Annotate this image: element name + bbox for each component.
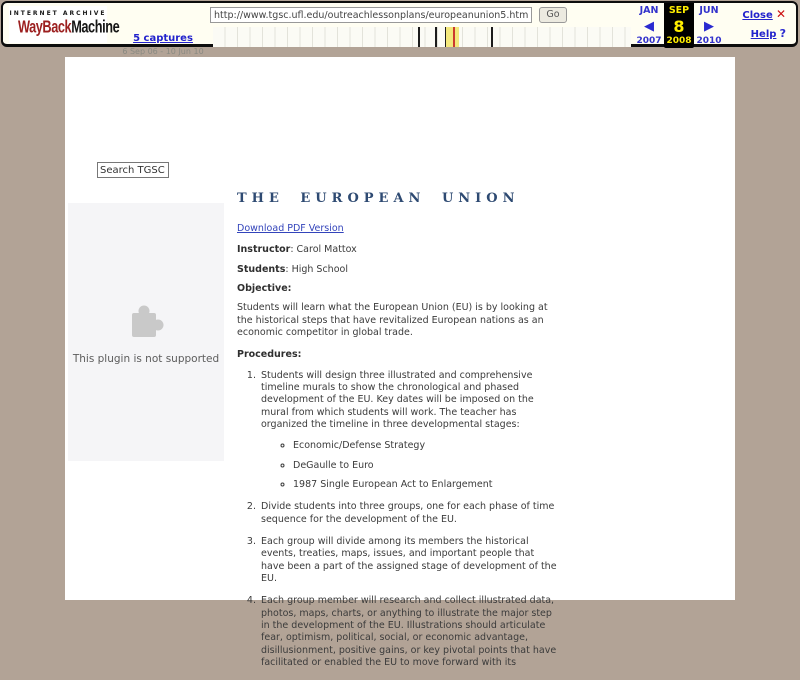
procedure-item: 1. Students will design three illustrated and comprehensive timeline murals to show the chronological and phased development of the EU. Key dates will be imposed on the mural from which students will work. The teacher has organized the timeline in three developmental stages: ◦ Economic/Defense Strategy ◦ DeGaulle to Euro ◦ 1987 Single European Act to Enlargement — [259, 370, 559, 492]
procedure-item: 2. Divide students into three groups, one for each phase of time sequence for the development of the EU. — [259, 501, 559, 526]
procedure-item: 3. Each group will divide among its members the historical events, treaties, maps, issues, and important people that have been a part of the assigned stage of development of the EU. — [259, 536, 559, 585]
help-block — [751, 27, 786, 40]
objective-heading: Objective: — [237, 282, 292, 294]
wayback-machine-wordmark: WayBackMachine — [17, 17, 120, 38]
help-icon[interactable]: ? — [779, 27, 786, 40]
prev-capture-nav — [635, 5, 663, 46]
captures-block — [113, 26, 213, 56]
stage-item: ◦ Economic/Defense Strategy — [293, 440, 559, 452]
prev-year-link[interactable]: 2007 — [636, 36, 662, 46]
close-icon[interactable]: ✕ — [775, 7, 786, 21]
wayback-toolbar — [1, 1, 798, 56]
capture-timeline[interactable] — [213, 27, 631, 47]
current-day-label: 8 — [673, 16, 685, 36]
capture-tick[interactable] — [491, 27, 493, 47]
captures-link[interactable]: 5 captures — [133, 33, 193, 44]
archived-page — [65, 57, 735, 669]
capture-tick[interactable] — [435, 27, 437, 47]
plugin-message: This plugin is not supported — [72, 353, 220, 365]
current-year-label: 2008 — [666, 36, 692, 46]
next-year-link[interactable]: 2010 — [696, 36, 722, 46]
go-button[interactable]: Go — [539, 7, 567, 23]
instructor-field — [237, 244, 559, 256]
internet-archive-logo[interactable] — [9, 6, 120, 43]
close-link[interactable]: Close — [742, 10, 773, 21]
next-capture-nav — [695, 5, 723, 46]
current-capture-date — [664, 3, 694, 48]
puzzle-piece-icon — [122, 299, 170, 343]
next-month-label: JUN — [699, 5, 719, 16]
next-capture-arrow-icon[interactable]: ▶ — [704, 18, 714, 34]
archive-url-input[interactable] — [210, 7, 532, 23]
lesson-content — [237, 191, 559, 680]
current-month-label: SEP — [668, 5, 690, 16]
instructor-value: : Carol Mattox — [290, 244, 357, 256]
procedure-item: 4. Each group member will research and collect illustrated data, photos, maps, charts, or anything to illustrate the major step in the development of the EU. Illustrations should articulate fear, optimism, political, social, or economic advantage, disillusionment, positive gains, or key pivotal points that have facilitated or enabled the EU to move forward with its — [259, 595, 559, 669]
stage-item: ◦ DeGaulle to Euro — [293, 460, 559, 472]
search-input[interactable] — [97, 162, 169, 178]
prev-month-label: JAN — [639, 5, 659, 16]
prev-capture-arrow-icon[interactable]: ◀ — [644, 18, 654, 34]
instructor-label: Instructor — [237, 244, 291, 256]
stage-item: ◦ 1987 Single European Act to Enlargement — [293, 479, 559, 491]
students-label: Students — [237, 263, 286, 275]
procedures-list — [237, 370, 559, 670]
captures-date-range: 6 Sep 06 - 10 Jun 10 — [122, 47, 204, 56]
students-field — [237, 264, 559, 276]
internet-archive-label: INTERNET ARCHIVE — [9, 10, 107, 17]
download-pdf-link[interactable]: Download PDF Version — [237, 222, 344, 234]
current-capture-tick[interactable] — [453, 27, 455, 47]
students-value: : High School — [285, 263, 348, 275]
objective-text: Students will learn what the European Union (EU) is by looking at the historical steps that have revitalized European nations as an economic competitor in global trade. — [237, 302, 548, 338]
stages-list — [261, 440, 559, 491]
close-toolbar — [742, 7, 786, 21]
help-link[interactable]: Help — [750, 29, 777, 40]
plugin-placeholder — [68, 203, 224, 461]
procedures-heading: Procedures: — [237, 349, 302, 361]
capture-tick[interactable] — [418, 27, 420, 47]
page-title: THE EUROPEAN UNION — [237, 191, 520, 206]
